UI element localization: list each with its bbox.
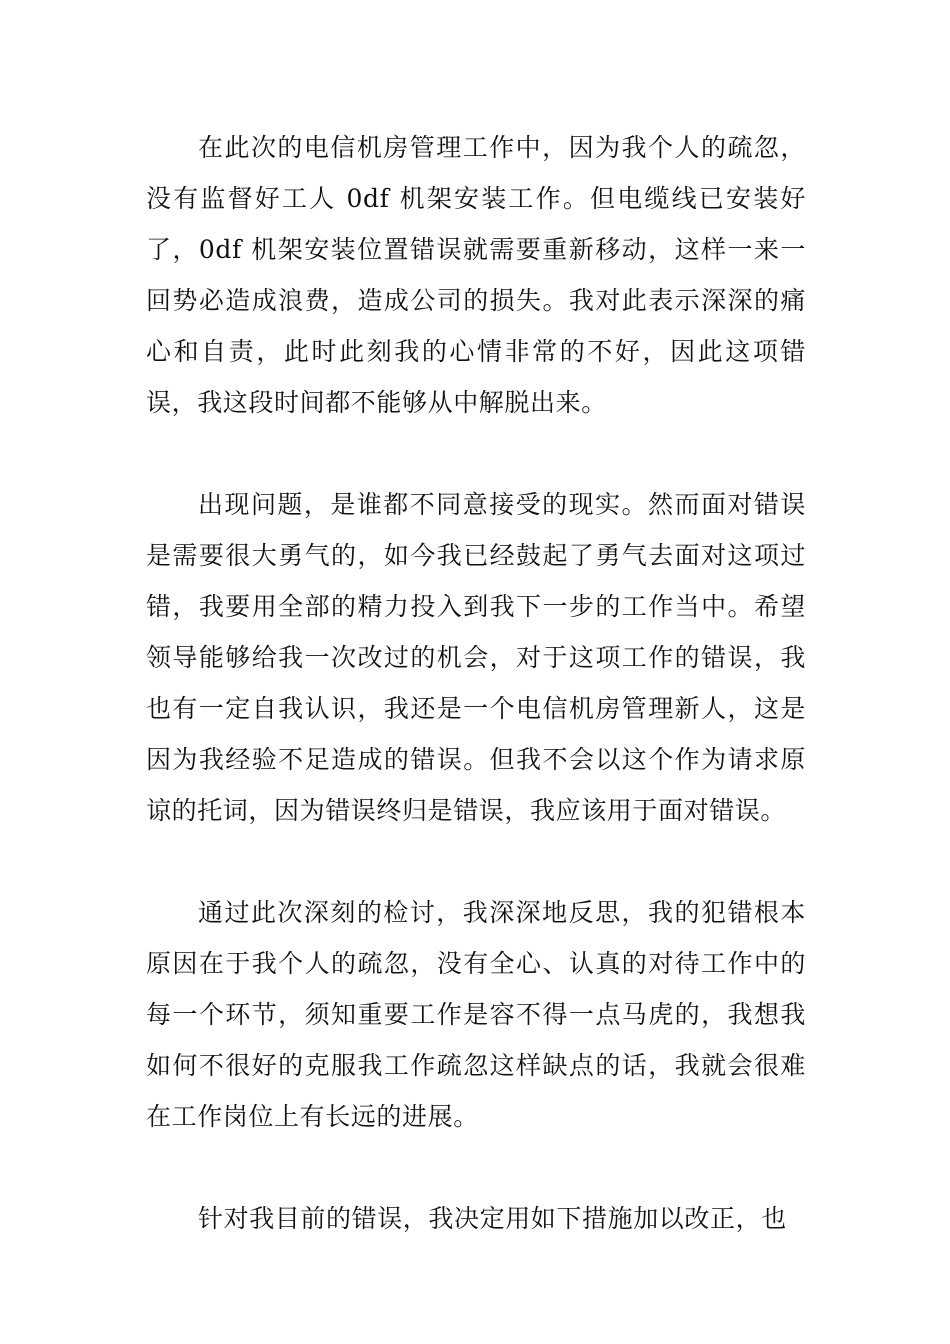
paragraph-4: 针对我目前的错误，我决定用如下措施加以改正，也 bbox=[198, 1204, 787, 1233]
paragraph-1: 在此次的电信机房管理工作中，因为我个人的疏忽，没有监督好工人 0df 机架安装工作。但电缆线已安装好了，0df 机架安装位置错误就需要重新移动，这样一来一回势必造成浪费，造成公司的损失。我对此表示深深的痛心和自责，此时此刻我的心情非常的不好，因此这项错误，我这段时间都不能够从中解脱出来。 bbox=[146, 133, 806, 417]
paragraph-3: 通过此次深刻的检讨，我深深地反思，我的犯错根本原因在于我个人的疏忽，没有全心、认真的对待工作中的每一个环节，须知重要工作是容不得一点马虎的，我想我如何不很好的克服我工作疏忽这样缺点的话，我就会很难在工作岗位上有长远的进展。 bbox=[146, 898, 806, 1131]
paragraph-2: 出现问题，是谁都不同意接受的现实。然而面对错误是需要很大勇气的，如今我已经鼓起了勇气去面对这项过错，我要用全部的精力投入到我下一步的工作当中。希望领导能够给我一次改过的机会，对于这项工作的错误，我也有一定自我认识，我还是一个电信机房管理新人，这是因为我经验不足造成的错误。但我不会以这个作为请求原谅的托词，因为错误终归是错误，我应该用于面对错误。 bbox=[146, 490, 806, 825]
document-body bbox=[146, 122, 806, 1244]
